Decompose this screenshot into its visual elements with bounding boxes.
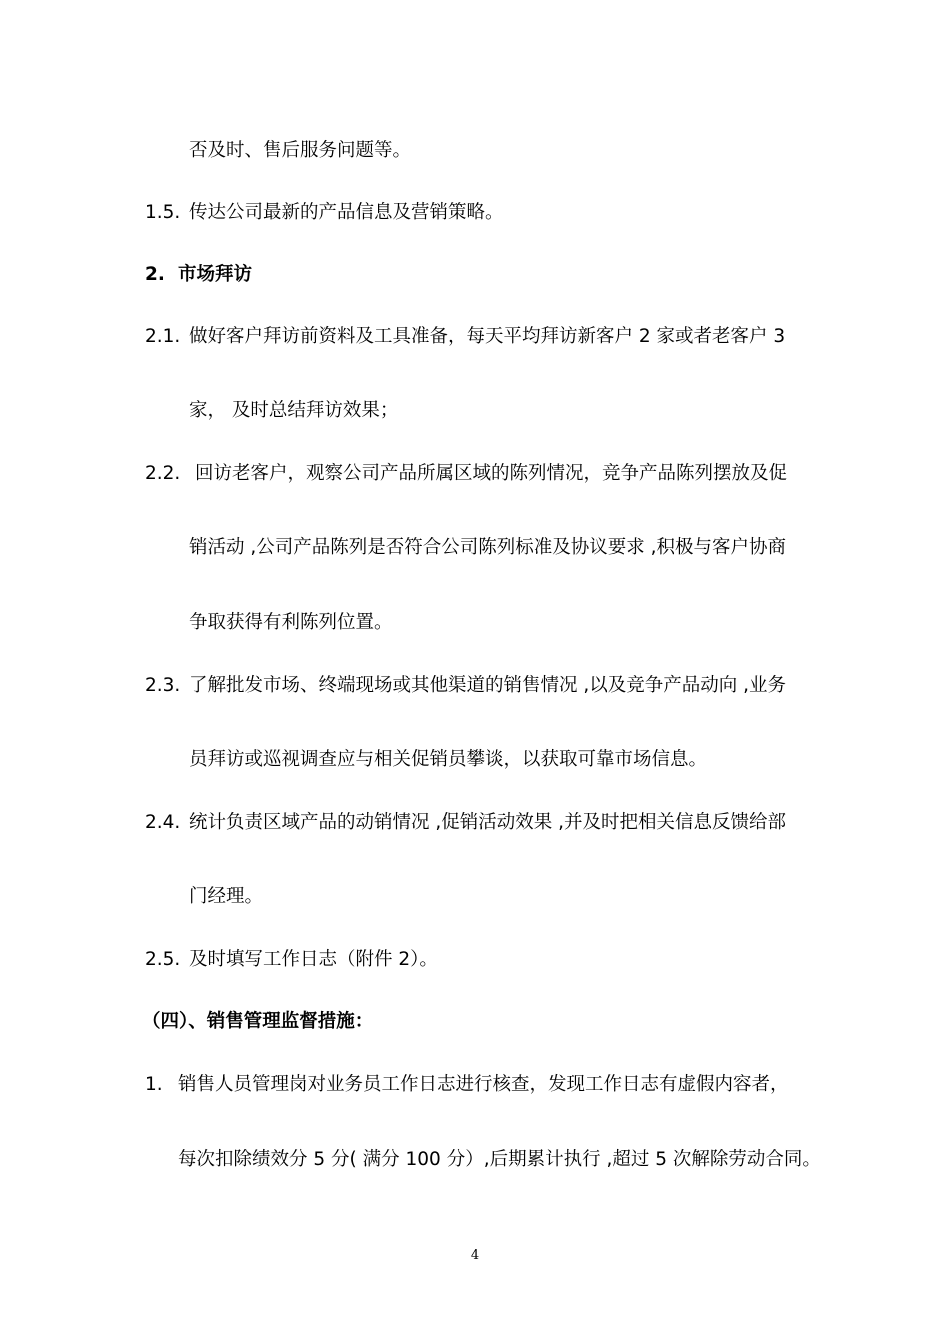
list-number: 1.5.: [145, 202, 181, 223]
list-number: 2.4.: [145, 812, 181, 833]
continuation-line: [189, 748, 707, 772]
list-number: 2.3.: [145, 675, 181, 696]
list-item-2-5: [145, 948, 438, 972]
continuation-line: [189, 611, 393, 635]
paragraph-text: 销售人员管理岗对业务员工作日志进行核查，发现工作日志有虚假内容者，: [178, 1074, 789, 1095]
paragraph-text: 员拜访或巡视调查应与相关促销员攀谈，以获取可靠市场信息。: [189, 749, 708, 770]
continuation-line: [189, 399, 398, 423]
paragraph-text: 传达公司最新的产品信息及营销策略。: [189, 202, 504, 223]
section-heading-4: [142, 1010, 373, 1034]
paragraph-text: 门经理。: [189, 886, 264, 907]
page-number: 4: [470, 1248, 480, 1263]
paragraph-text: 销活动 ,公司产品陈列是否符合公司陈列标准及协议要求 ,积极与客户协商: [189, 537, 787, 558]
paragraph-text: 回访老客户，观察公司产品所属区域的陈列情况，竞争产品陈列摆放及促: [195, 463, 788, 484]
paragraph-text: 了解批发市场、终端现场或其他渠道的销售情况 ,以及竞争产品动向 ,业务: [189, 675, 787, 696]
section-title: （四）、销售管理监督措施：: [142, 1011, 374, 1032]
paragraph-text: 每次扣除绩效分 5 分( 满分 100 分）,后期累计执行 ,超过 5 次解除劳动合同。: [178, 1149, 821, 1170]
list-item-2-3: [145, 674, 786, 698]
list-number: 1.: [145, 1074, 163, 1095]
list-number: 2.2.: [145, 463, 181, 484]
section-title: 市场拜访: [178, 264, 253, 285]
continuation-line: [178, 1148, 821, 1172]
section-number: 2.: [145, 264, 165, 285]
list-item-1: [145, 1073, 789, 1097]
paragraph-text: 否及时、售后服务问题等。: [189, 140, 412, 161]
list-item-1-5: [145, 201, 504, 225]
paragraph-text: 统计负责区域产品的动销情况 ,促销活动效果 ,并及时把相关信息反馈给部: [189, 812, 787, 833]
continuation-line: [189, 139, 411, 163]
paragraph-text: 及时填写工作日志（附件 2）。: [189, 949, 438, 970]
list-item-2-1: [145, 325, 785, 349]
paragraph-text: 家， 及时总结拜访效果；: [189, 400, 399, 421]
continuation-line: [189, 885, 263, 909]
list-number: 2.5.: [145, 949, 181, 970]
section-heading-2: [145, 263, 252, 287]
continuation-line: [189, 536, 786, 560]
paragraph-text: 做好客户拜访前资料及工具准备，每天平均拜访新客户 2 家或者老客户 3: [189, 326, 786, 347]
list-item-2-4: [145, 811, 786, 835]
list-number: 2.1.: [145, 326, 181, 347]
paragraph-text: 争取获得有利陈列位置。: [189, 612, 393, 633]
list-item-2-2: [145, 462, 787, 486]
